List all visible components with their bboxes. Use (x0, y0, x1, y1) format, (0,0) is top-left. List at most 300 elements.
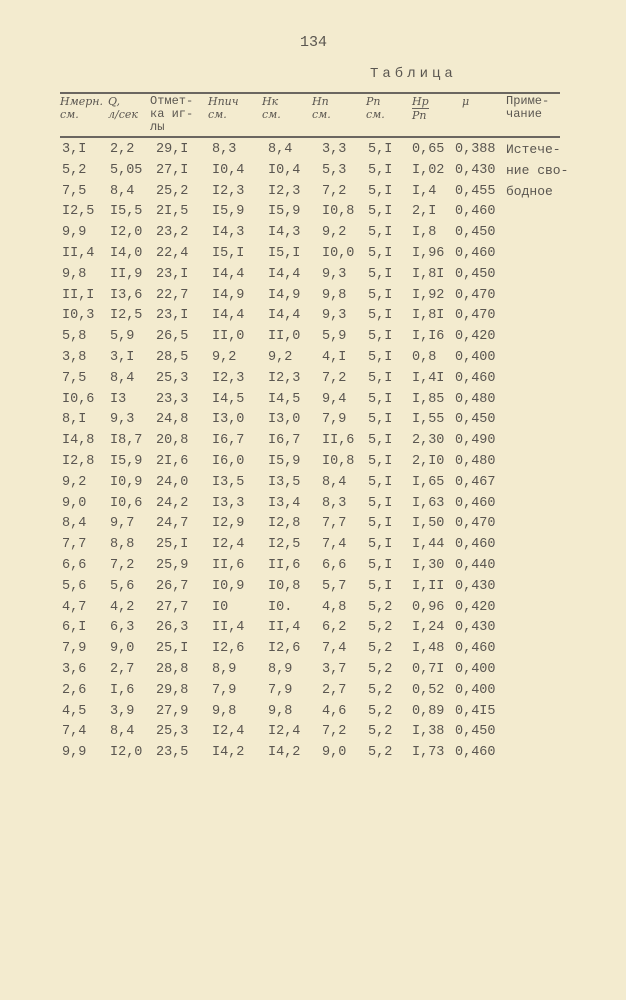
table-cell: I,8I (412, 266, 445, 282)
table-cell: 0,89 (412, 703, 445, 719)
table-cell: I,4I (412, 370, 445, 386)
table-cell: 0,420 (455, 599, 496, 615)
table-cell: 0,460 (455, 537, 496, 553)
table-cell: II,6 (322, 433, 355, 449)
table-cell: I0,4 (268, 162, 301, 178)
column-header-top: Hк (262, 95, 279, 108)
note-line-3: бодное (506, 184, 553, 199)
table-cell: 24,0 (156, 474, 189, 490)
table-cell: 7,7 (322, 516, 347, 532)
table-cell: 7,2 (322, 370, 347, 386)
table-cell: I8,7 (110, 433, 143, 449)
table-cell: 3,8 (62, 350, 87, 365)
table-cell: 6,3 (110, 620, 135, 636)
table-row (0, 641, 626, 661)
table-row (0, 537, 626, 557)
table-cell: I0,8 (268, 578, 301, 594)
table-cell: 5,7 (322, 578, 347, 594)
table-cell: 24,7 (156, 516, 189, 532)
table-cell: I,65 (412, 474, 445, 490)
table-cell: I,44 (412, 537, 445, 553)
table-cell: 7,2 (322, 724, 347, 740)
table-cell: 9,2 (268, 350, 293, 365)
table-row (0, 204, 626, 224)
table-cell: 5,2 (368, 599, 393, 615)
table-cell: I,73 (412, 745, 445, 761)
table-cell: 5,I (368, 142, 393, 157)
table-cell: 8,9 (268, 662, 293, 677)
table-cell: 0,430 (455, 578, 496, 594)
table-cell: 5,I (368, 558, 393, 573)
column-header-top: Hп (312, 95, 329, 108)
table-cell: 8,9 (212, 662, 237, 677)
table-cell: 9,2 (62, 474, 87, 490)
table-cell: 5,I (368, 350, 393, 365)
table-cell: 5,I (368, 412, 393, 428)
table-cell: I0. (268, 599, 293, 615)
table-cell: I4,9 (268, 287, 301, 303)
table-cell: I,55 (412, 412, 445, 428)
table-cell: I,8 (412, 225, 437, 241)
table-cell: I4,2 (268, 745, 301, 761)
table-row (0, 704, 626, 724)
table-cell: I2,3 (268, 370, 301, 386)
table-cell: 2,I (412, 204, 437, 220)
table-cell: I3,6 (110, 287, 143, 303)
column-header (366, 95, 385, 121)
table-row (0, 246, 626, 266)
table-cell: 5,9 (110, 329, 135, 345)
table-cell: I0,0 (322, 246, 355, 261)
table-cell: 0,388 (455, 142, 496, 157)
table-cell: I2,4 (212, 537, 245, 553)
table-cell: 7,5 (62, 370, 87, 386)
table-row (0, 579, 626, 599)
table-cell: II,0 (212, 329, 245, 345)
table-cell: 3,I (110, 350, 135, 365)
table-cell: 2,2 (110, 142, 135, 157)
table-cell: 25,3 (156, 724, 189, 740)
table-cell: 7,2 (110, 558, 135, 573)
table-cell: 5,I (368, 537, 393, 553)
table-cell: 8,3 (322, 495, 347, 511)
table-cell: I4,8 (62, 433, 95, 449)
table-cell: I2,0 (110, 225, 143, 241)
table-cell: 29,8 (156, 682, 189, 698)
table-row (0, 745, 626, 765)
table-cell: 0,467 (455, 474, 496, 490)
table-cell: 5,I (368, 578, 393, 594)
note-line-1: Истече- (506, 142, 561, 157)
table-cell: 4,6 (322, 703, 347, 719)
table-cell: 0,8 (412, 350, 437, 365)
column-header-bottom: см. (262, 108, 281, 121)
table-cell: I4,4 (212, 266, 245, 282)
table-cell: I3,0 (268, 412, 301, 428)
table-row (0, 496, 626, 516)
table-cell: I2,5 (62, 204, 95, 220)
table-cell: I0,8 (322, 204, 355, 220)
table-cell: 5,I (368, 370, 393, 386)
table-row (0, 433, 626, 453)
table-cell: 0,420 (455, 329, 496, 345)
table-cell: I4,2 (212, 745, 245, 761)
table-cell: 7,9 (212, 682, 237, 698)
table-row (0, 600, 626, 620)
table-cell: 0,470 (455, 308, 496, 324)
table-cell: I5,I (212, 246, 245, 261)
column-header-bottom: чание (506, 107, 543, 121)
table-cell: 5,05 (110, 162, 143, 178)
table-cell: 4,2 (110, 599, 135, 615)
table-cell: 9,8 (212, 703, 237, 719)
column-header-top: Hмерн. (60, 95, 104, 108)
table-cell: 8,4 (110, 724, 135, 740)
table-cell: 7,9 (268, 682, 293, 698)
column-header-bottom: л/сек (108, 108, 138, 121)
table-cell: I,38 (412, 724, 445, 740)
table-cell: I2,3 (268, 183, 301, 199)
table-cell: 7,9 (322, 412, 347, 428)
table-cell: 26,5 (156, 329, 189, 345)
table-row (0, 454, 626, 474)
table-cell: I,II (412, 578, 445, 594)
table-cell: 0,450 (455, 724, 496, 740)
column-header (208, 95, 239, 121)
table-cell: 3,3 (322, 142, 347, 157)
table-cell: 8,4 (110, 183, 135, 199)
table-row (0, 620, 626, 640)
table-cell: II,I (62, 287, 95, 303)
table-cell: I,96 (412, 246, 445, 261)
table-row (0, 329, 626, 349)
table-cell: I3,5 (212, 474, 245, 490)
table-row (0, 683, 626, 703)
table-cell: 7,4 (322, 537, 347, 553)
table-cell: 8,3 (212, 142, 237, 157)
table-cell: 27,I (156, 162, 189, 178)
table-cell: 0,460 (455, 370, 496, 386)
table-cell: 8,4 (268, 142, 293, 157)
table-cell: 5,I (368, 162, 393, 178)
table-cell: 24,2 (156, 495, 189, 511)
table-cell: 2I,6 (156, 454, 189, 469)
table-cell: I6,0 (212, 454, 245, 469)
table-cell: I2,6 (268, 641, 301, 657)
table-cell: I4,3 (212, 225, 245, 241)
column-header-top: Hp (412, 95, 429, 108)
table-cell: I5,9 (212, 204, 245, 220)
table-cell: I2,8 (268, 516, 301, 532)
table-cell: 5,2 (368, 745, 393, 761)
table-cell: 7,7 (62, 537, 87, 553)
table-cell: I3 (110, 391, 127, 407)
table-cell: I5,9 (268, 204, 301, 220)
table-cell: I,8I (412, 308, 445, 324)
column-header (262, 95, 281, 121)
table-cell: 7,2 (322, 183, 347, 199)
table-cell: 5,2 (368, 724, 393, 740)
table-cell: 4,5 (62, 703, 87, 719)
table-cell: 0,490 (455, 433, 496, 449)
table-cell: I0,4 (212, 162, 245, 178)
table-cell: 0,480 (455, 391, 496, 407)
table-cell: I2,5 (268, 537, 301, 553)
table-cell: 8,I (62, 412, 87, 428)
table-cell: 8,4 (110, 370, 135, 386)
table-row (0, 558, 626, 578)
table-cell: 9,0 (110, 641, 135, 657)
table-cell: 0,470 (455, 287, 496, 303)
table-cell: 0,450 (455, 225, 496, 241)
table-cell: 7,5 (62, 183, 87, 199)
table-cell: 0,440 (455, 558, 496, 573)
table-cell: 3,9 (110, 703, 135, 719)
table-row (0, 412, 626, 432)
table-cell: 0,400 (455, 682, 496, 698)
table-cell: 0,430 (455, 162, 496, 178)
table-cell: I,6 (110, 682, 135, 698)
table-cell: I2,0 (110, 745, 143, 761)
table-cell: 4,7 (62, 599, 87, 615)
table-cell: 23,I (156, 308, 189, 324)
table-cell: I2,3 (212, 183, 245, 199)
column-header-bottom: лы (150, 120, 165, 134)
table-cell: 6,6 (62, 558, 87, 573)
table-cell: 4,8 (322, 599, 347, 615)
table-cell: I6,7 (212, 433, 245, 449)
table-cell: I2,9 (212, 516, 245, 532)
table-cell: 0,65 (412, 142, 445, 157)
table-cell: 2,I0 (412, 454, 445, 469)
column-header-bottom: Pп (412, 109, 427, 122)
column-header (462, 95, 469, 108)
table-cell: 3,7 (322, 662, 347, 677)
table-cell: 0,460 (455, 641, 496, 657)
table-cell: I3,5 (268, 474, 301, 490)
table-cell: I5,9 (110, 454, 143, 469)
table-cell: I,30 (412, 558, 445, 573)
table-cell: I,48 (412, 641, 445, 657)
table-cell: I4,3 (268, 225, 301, 241)
column-header-bottom: см. (312, 108, 331, 121)
table-cell: 9,8 (268, 703, 293, 719)
table-cell: 0,400 (455, 662, 496, 677)
table-cell: 25,I (156, 537, 189, 553)
column-header (108, 95, 138, 121)
table-cell: 20,8 (156, 433, 189, 449)
table-cell: I,02 (412, 162, 445, 178)
table-cell: 22,7 (156, 287, 189, 303)
table-cell: II,6 (212, 558, 245, 573)
table-cell: 6,6 (322, 558, 347, 573)
table-cell: I0 (212, 599, 229, 615)
column-header-top: Pп (366, 95, 381, 108)
table-cell: 0,450 (455, 412, 496, 428)
header-bottom-rule (60, 136, 560, 138)
table-cell: 9,7 (110, 516, 135, 532)
table-cell: 9,8 (322, 287, 347, 303)
table-cell: 27,7 (156, 599, 189, 615)
table-cell: 6,I (62, 620, 87, 636)
table-row (0, 350, 626, 370)
table-cell: 8,4 (322, 474, 347, 490)
table-cell: 5,I (368, 391, 393, 407)
table-cell: I4,5 (268, 391, 301, 407)
table-cell: I6,7 (268, 433, 301, 449)
table-cell: I3,4 (268, 495, 301, 511)
column-header-bottom: см. (366, 108, 385, 121)
page-number: 134 (300, 34, 328, 51)
table-cell: 0,7I (412, 662, 445, 677)
table-cell: 9,3 (322, 308, 347, 324)
table-cell: I,I6 (412, 329, 445, 345)
column-header-top: Отмет-ка иг- (150, 94, 194, 121)
table-cell: 0,430 (455, 620, 496, 636)
table-cell: 9,9 (62, 225, 87, 241)
table-cell: I,63 (412, 495, 445, 511)
table-row (0, 475, 626, 495)
table-cell: I,85 (412, 391, 445, 407)
table-cell: 5,I (368, 246, 393, 261)
table-cell: 24,8 (156, 412, 189, 428)
table-cell: 7,9 (62, 641, 87, 657)
table-top-rule (60, 92, 560, 94)
table-cell: I0,9 (110, 474, 143, 490)
column-header-bottom: см. (208, 108, 227, 121)
table-cell: 0,400 (455, 350, 496, 365)
table-cell: II,4 (62, 246, 95, 261)
table-cell: 0,455 (455, 183, 496, 199)
table-cell: 23,I (156, 266, 189, 282)
table-cell: 9,4 (322, 391, 347, 407)
table-cell: 26,3 (156, 620, 189, 636)
table-cell: I0,9 (212, 578, 245, 594)
table-cell: I4,4 (268, 308, 301, 324)
table-cell: I4,5 (212, 391, 245, 407)
table-cell: 26,7 (156, 578, 189, 594)
table-cell: 3,6 (62, 662, 87, 677)
table-cell: I5,5 (110, 204, 143, 220)
table-cell: I,4 (412, 183, 437, 199)
table-cell: 5,I (368, 474, 393, 490)
table-cell: 0,470 (455, 516, 496, 532)
table-cell: 5,I (368, 516, 393, 532)
table-cell: II,9 (110, 266, 143, 282)
table-row (0, 662, 626, 682)
table-cell: 0,460 (455, 495, 496, 511)
table-cell: 5,I (368, 204, 393, 220)
table-cell: 5,6 (110, 578, 135, 594)
table-cell: 28,5 (156, 350, 189, 365)
column-header (412, 95, 429, 122)
column-header (312, 95, 331, 121)
table-cell: 9,0 (62, 495, 87, 511)
table-row (0, 516, 626, 536)
table-cell: 7,4 (62, 724, 87, 740)
table-cell: I,92 (412, 287, 445, 303)
column-header (506, 95, 549, 121)
column-header-top: Hпич (208, 95, 239, 108)
table-cell: 22,4 (156, 246, 189, 261)
table-cell: 0,480 (455, 454, 496, 469)
table-cell: I0,8 (322, 454, 355, 469)
table-cell: 29,I (156, 142, 189, 157)
table-cell: 0,52 (412, 682, 445, 698)
table-cell: 8,4 (62, 516, 87, 532)
table-cell: 9,9 (62, 745, 87, 761)
table-cell: 0,450 (455, 266, 496, 282)
table-cell: II,6 (268, 558, 301, 573)
column-header-top: Приме- (506, 94, 550, 108)
table-cell: I2,3 (212, 370, 245, 386)
table-cell: I2,6 (212, 641, 245, 657)
column-header-top: μ (462, 95, 470, 108)
table-cell: 5,2 (368, 620, 393, 636)
table-cell: 2,30 (412, 433, 445, 449)
table-cell: 23,2 (156, 225, 189, 241)
table-cell: II,0 (268, 329, 301, 345)
table-cell: I0,6 (110, 495, 143, 511)
table-cell: 0,96 (412, 599, 445, 615)
table-cell: 5,2 (368, 662, 393, 677)
table-cell: I2,5 (110, 308, 143, 324)
table-cell: II,4 (212, 620, 245, 636)
table-cell: 2,7 (322, 682, 347, 698)
table-cell: 5,I (368, 495, 393, 511)
table-cell: 5,I (368, 454, 393, 469)
table-cell: I,50 (412, 516, 445, 532)
table-cell: 5,I (368, 308, 393, 324)
table-cell: 0,460 (455, 246, 496, 261)
table-cell: 5,8 (62, 329, 87, 345)
column-header-bottom: см. (60, 108, 79, 121)
table-cell: I3,0 (212, 412, 245, 428)
table-cell: I5,9 (268, 454, 301, 469)
table-cell: 5,9 (322, 329, 347, 345)
table-cell: 5,2 (368, 703, 393, 719)
table-cell: I5,I (268, 246, 301, 261)
table-cell: I4,4 (212, 308, 245, 324)
table-cell: 9,2 (322, 225, 347, 241)
table-cell: I4,0 (110, 246, 143, 261)
table-cell: 23,5 (156, 745, 189, 761)
column-header (150, 95, 204, 134)
table-cell: I4,9 (212, 287, 245, 303)
table-cell: 5,I (368, 183, 393, 199)
column-header-top: Q, (108, 95, 120, 108)
note-line-2: ние сво- (506, 163, 569, 178)
table-cell: 5,3 (322, 162, 347, 178)
table-cell: I3,3 (212, 495, 245, 511)
table-cell: 5,2 (62, 162, 87, 178)
table-cell: I2,4 (268, 724, 301, 740)
table-cell: 0,4I5 (455, 703, 496, 719)
column-header (60, 95, 103, 121)
table-cell: II,4 (268, 620, 301, 636)
table-cell: 6,2 (322, 620, 347, 636)
table-cell: 0,460 (455, 204, 496, 220)
table-cell: I,24 (412, 620, 445, 636)
table-cell: 9,3 (322, 266, 347, 282)
table-cell: 25,9 (156, 558, 189, 573)
table-title: Таблица (370, 66, 457, 82)
table-cell: 25,I (156, 641, 189, 657)
table-cell: I0,3 (62, 308, 95, 324)
table-cell: 9,8 (62, 266, 87, 282)
table-row (0, 225, 626, 245)
table-cell: 2,6 (62, 682, 87, 698)
